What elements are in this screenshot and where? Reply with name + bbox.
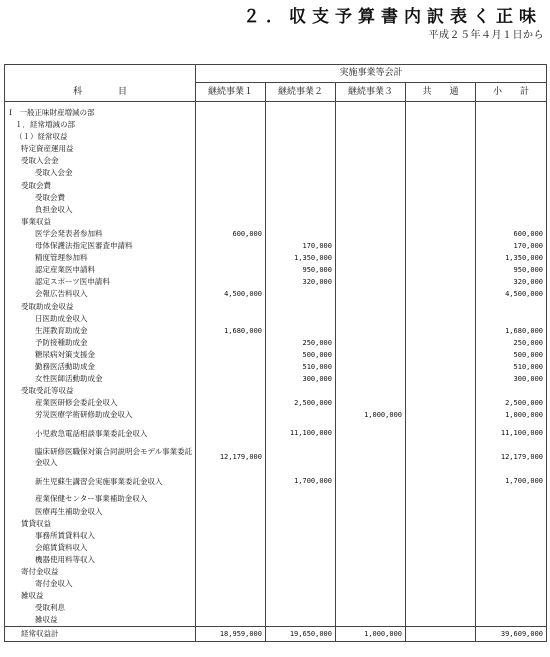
row-value: 950,000 <box>476 264 547 276</box>
row-label: 受取会費 <box>5 192 196 204</box>
row-value: 1,350,000 <box>476 252 547 264</box>
document-title: ２．収支予算書内訳表く正味 <box>243 7 542 27</box>
row-label: 予防接種助成金 <box>5 337 196 349</box>
row-value: 600,000 <box>196 228 266 240</box>
row-label: 寄付金収益 <box>5 566 196 578</box>
total-value: 39,609,000 <box>476 627 547 642</box>
row-value: 950,000 <box>266 264 336 276</box>
subject-header-blank <box>5 65 196 83</box>
row-value <box>336 276 406 288</box>
row-label: 会報広告料収入 <box>5 288 196 300</box>
row-value <box>196 554 266 566</box>
row-value <box>196 143 266 155</box>
row-value <box>476 192 547 204</box>
row-value <box>406 542 476 554</box>
row-label: 精度管理参加料 <box>5 252 196 264</box>
row-value <box>406 107 476 119</box>
row-value <box>196 614 266 627</box>
row-value <box>266 301 336 313</box>
row-value <box>336 602 406 614</box>
row-value: 11,100,000 <box>476 421 547 445</box>
row-value: 12,179,000 <box>476 445 547 469</box>
row-value <box>406 421 476 445</box>
row-value <box>336 216 406 228</box>
column-header: 継続事業１ <box>196 83 266 102</box>
row-value: 2,500,000 <box>266 397 336 409</box>
row-value <box>266 409 336 421</box>
row-value <box>336 192 406 204</box>
row-label: 臨床研修医職保対策合同説明会モデル事業委託金収入 <box>5 445 196 469</box>
row-label: 負担金収入 <box>5 204 196 216</box>
row-value <box>406 493 476 505</box>
row-value <box>476 506 547 518</box>
table-row <box>5 228 547 240</box>
table-row <box>5 216 547 228</box>
table-row <box>5 469 547 493</box>
row-label: 受取会費 <box>5 180 196 192</box>
row-value <box>336 397 406 409</box>
row-value: 510,000 <box>476 361 547 373</box>
row-value <box>196 240 266 252</box>
table-row <box>5 361 547 373</box>
row-value <box>266 143 336 155</box>
row-value <box>476 119 547 131</box>
table-row <box>5 276 547 288</box>
row-value: 320,000 <box>266 276 336 288</box>
row-value <box>336 493 406 505</box>
row-value: 1,000,000 <box>336 409 406 421</box>
row-value <box>336 119 406 131</box>
row-value <box>336 204 406 216</box>
table-row <box>5 155 547 167</box>
row-value <box>406 445 476 469</box>
row-value <box>196 180 266 192</box>
row-label: 寄付金収入 <box>5 578 196 590</box>
row-value <box>406 228 476 240</box>
row-label: 小児救急電話相談事業委託金収入 <box>5 421 196 445</box>
row-value <box>196 469 266 493</box>
row-value <box>266 313 336 325</box>
row-value: 1,000,000 <box>476 409 547 421</box>
row-value <box>196 276 266 288</box>
row-value: 1,350,000 <box>266 252 336 264</box>
row-value <box>336 421 406 445</box>
row-value: 1,700,000 <box>266 469 336 493</box>
table-row <box>5 506 547 518</box>
row-value <box>406 252 476 264</box>
row-label: 認定スポーツ医申請料 <box>5 276 196 288</box>
row-value <box>406 385 476 397</box>
row-value <box>196 252 266 264</box>
row-value <box>196 385 266 397</box>
row-value <box>406 373 476 385</box>
row-value <box>476 554 547 566</box>
table-body <box>5 102 547 642</box>
row-value <box>476 216 547 228</box>
row-value <box>336 252 406 264</box>
row-value: 170,000 <box>266 240 336 252</box>
row-value <box>266 167 336 179</box>
row-value: 500,000 <box>266 349 336 361</box>
row-value <box>406 518 476 530</box>
table-row <box>5 192 547 204</box>
row-value <box>476 204 547 216</box>
group-header: 実施事業等会計 <box>196 65 547 83</box>
budget-breakdown-table <box>4 64 547 642</box>
total-value: 1,000,000 <box>336 627 406 642</box>
row-label: 会館賃貸料収入 <box>5 542 196 554</box>
row-value <box>196 301 266 313</box>
row-value <box>266 216 336 228</box>
row-value: 2,500,000 <box>476 397 547 409</box>
table-row <box>5 107 547 119</box>
row-value <box>266 566 336 578</box>
row-value <box>196 518 266 530</box>
row-value <box>406 614 476 627</box>
row-value <box>336 530 406 542</box>
row-value <box>336 131 406 143</box>
subject-header: 科 目 <box>5 83 196 102</box>
column-header: 小 計 <box>476 83 547 102</box>
table-row <box>5 445 547 469</box>
row-label: 受取入会金 <box>5 167 196 179</box>
row-label: 事業収益 <box>5 216 196 228</box>
row-value <box>266 131 336 143</box>
row-value <box>196 506 266 518</box>
row-value <box>266 614 336 627</box>
row-value <box>266 288 336 300</box>
row-label: 糖尿病対策支援金 <box>5 349 196 361</box>
row-value <box>406 216 476 228</box>
table-row <box>5 493 547 505</box>
row-value <box>266 590 336 602</box>
row-value <box>266 493 336 505</box>
row-value <box>336 143 406 155</box>
row-value <box>476 155 547 167</box>
row-value <box>406 276 476 288</box>
row-label: 受取受託等収益 <box>5 385 196 397</box>
row-value <box>476 518 547 530</box>
table-row <box>5 542 547 554</box>
row-value <box>336 325 406 337</box>
row-value: 300,000 <box>476 373 547 385</box>
row-value: 250,000 <box>476 337 547 349</box>
table-row <box>5 421 547 445</box>
row-value <box>336 228 406 240</box>
table-row <box>5 385 547 397</box>
row-value <box>266 192 336 204</box>
row-value <box>266 385 336 397</box>
row-value <box>406 288 476 300</box>
row-value <box>266 506 336 518</box>
row-value <box>406 337 476 349</box>
table-row <box>5 143 547 155</box>
row-value <box>476 301 547 313</box>
row-value <box>336 349 406 361</box>
total-label: 経常収益計 <box>5 627 196 642</box>
column-header: 継続事業２ <box>266 83 336 102</box>
row-value <box>196 578 266 590</box>
row-value: 12,179,000 <box>196 445 266 469</box>
table-row <box>5 554 547 566</box>
table-row <box>5 530 547 542</box>
table-row <box>5 240 547 252</box>
table-row <box>5 313 547 325</box>
row-label: 特定資産運用益 <box>5 143 196 155</box>
row-value <box>476 143 547 155</box>
table-row <box>5 590 547 602</box>
row-value <box>476 602 547 614</box>
row-value: 510,000 <box>266 361 336 373</box>
row-value <box>336 506 406 518</box>
row-value <box>196 264 266 276</box>
row-value: 4,500,000 <box>196 288 266 300</box>
row-value <box>336 518 406 530</box>
period-subtitle: 平成２５年４月１日から <box>428 30 544 41</box>
row-label: 受取入会金 <box>5 155 196 167</box>
row-value <box>336 155 406 167</box>
row-label: 医学会発表者参加料 <box>5 228 196 240</box>
row-label: 機器使用料等収入 <box>5 554 196 566</box>
row-value <box>196 530 266 542</box>
row-value: 320,000 <box>476 276 547 288</box>
row-label: Ⅰ 一般正味財産増減の部 <box>5 107 196 119</box>
table-row <box>5 397 547 409</box>
row-value <box>476 578 547 590</box>
row-label: 生涯教育助成金 <box>5 325 196 337</box>
table-row <box>5 167 547 179</box>
row-value: 250,000 <box>266 337 336 349</box>
row-value <box>266 518 336 530</box>
table-row <box>5 602 547 614</box>
row-value <box>336 288 406 300</box>
row-value <box>336 542 406 554</box>
row-value <box>196 313 266 325</box>
row-label: 産業保健センター事業補助金収入 <box>5 493 196 505</box>
row-value <box>266 578 336 590</box>
row-value <box>266 155 336 167</box>
row-label: 医療再生補助金収入 <box>5 506 196 518</box>
row-value <box>266 530 336 542</box>
row-label: 賃貸収益 <box>5 518 196 530</box>
row-value <box>476 493 547 505</box>
table-row <box>5 204 547 216</box>
total-row <box>5 627 547 642</box>
row-value <box>406 602 476 614</box>
table-row <box>5 180 547 192</box>
row-value <box>476 614 547 627</box>
row-value <box>406 361 476 373</box>
row-value <box>336 180 406 192</box>
row-value <box>476 131 547 143</box>
row-value <box>406 143 476 155</box>
table-row <box>5 288 547 300</box>
row-value <box>336 385 406 397</box>
table-row <box>5 119 547 131</box>
row-value <box>336 167 406 179</box>
row-value <box>266 445 336 469</box>
row-value <box>336 313 406 325</box>
row-value <box>196 204 266 216</box>
row-value: 11,100,000 <box>266 421 336 445</box>
row-value <box>406 155 476 167</box>
row-value: 1,700,000 <box>476 469 547 493</box>
row-value <box>266 119 336 131</box>
row-label: 母体保護法指定医審査申請料 <box>5 240 196 252</box>
row-label: 雑収益 <box>5 614 196 627</box>
row-label: 受取利息 <box>5 602 196 614</box>
row-value <box>476 107 547 119</box>
row-value <box>266 228 336 240</box>
row-value: 1,680,000 <box>476 325 547 337</box>
row-value <box>406 578 476 590</box>
row-value <box>336 590 406 602</box>
row-value <box>406 469 476 493</box>
row-value: 1,680,000 <box>196 325 266 337</box>
table-row <box>5 264 547 276</box>
row-value <box>406 409 476 421</box>
row-label: 受取助成金収益 <box>5 301 196 313</box>
row-value <box>406 313 476 325</box>
row-value <box>406 240 476 252</box>
row-value <box>336 361 406 373</box>
row-value <box>406 349 476 361</box>
row-label: 事務所賃貸料収入 <box>5 530 196 542</box>
row-value <box>266 325 336 337</box>
row-value <box>196 373 266 385</box>
row-value <box>476 385 547 397</box>
row-label: 認定産業医申請料 <box>5 264 196 276</box>
row-label: 勤務医活動助成金 <box>5 361 196 373</box>
column-header: 共 通 <box>406 83 476 102</box>
row-value <box>336 614 406 627</box>
column-header: 継続事業３ <box>336 83 406 102</box>
row-value <box>476 530 547 542</box>
row-value <box>406 506 476 518</box>
total-value: 18,959,000 <box>196 627 266 642</box>
row-value <box>336 240 406 252</box>
row-value <box>266 107 336 119</box>
row-value: 4,500,000 <box>476 288 547 300</box>
row-value <box>336 301 406 313</box>
table-row <box>5 409 547 421</box>
row-value <box>476 590 547 602</box>
row-value <box>336 445 406 469</box>
row-value <box>476 167 547 179</box>
table-row <box>5 614 547 627</box>
row-value <box>406 590 476 602</box>
row-value <box>196 167 266 179</box>
total-value <box>406 627 476 642</box>
row-value <box>196 566 266 578</box>
table-row <box>5 349 547 361</box>
row-label: 新生児蘇生講習会実施事業委託金収入 <box>5 469 196 493</box>
table-row <box>5 578 547 590</box>
table-row <box>5 566 547 578</box>
table-row <box>5 301 547 313</box>
row-value <box>406 119 476 131</box>
table-row <box>5 337 547 349</box>
row-value <box>196 349 266 361</box>
row-value <box>196 421 266 445</box>
row-value <box>196 107 266 119</box>
row-value <box>406 167 476 179</box>
table-row <box>5 325 547 337</box>
row-value <box>196 337 266 349</box>
table-row <box>5 131 547 143</box>
row-value <box>406 554 476 566</box>
row-value <box>336 264 406 276</box>
row-value <box>196 409 266 421</box>
row-value <box>196 119 266 131</box>
row-value <box>336 566 406 578</box>
row-label: （１）経常収益 <box>5 131 196 143</box>
row-value <box>266 602 336 614</box>
row-label: 産業医研修会委託金収入 <box>5 397 196 409</box>
row-value: 300,000 <box>266 373 336 385</box>
row-value <box>196 397 266 409</box>
table-row <box>5 373 547 385</box>
row-value <box>336 107 406 119</box>
row-value <box>196 361 266 373</box>
row-value <box>336 554 406 566</box>
row-value <box>406 301 476 313</box>
table-row <box>5 252 547 264</box>
row-value <box>476 542 547 554</box>
total-value: 19,650,000 <box>266 627 336 642</box>
row-value <box>476 180 547 192</box>
row-value: 600,000 <box>476 228 547 240</box>
row-value <box>336 578 406 590</box>
row-value <box>196 192 266 204</box>
row-value <box>336 373 406 385</box>
row-value <box>196 216 266 228</box>
row-value <box>196 602 266 614</box>
row-value <box>476 566 547 578</box>
row-value <box>406 325 476 337</box>
row-value <box>336 337 406 349</box>
row-value <box>266 204 336 216</box>
row-value <box>406 397 476 409</box>
row-value <box>406 530 476 542</box>
row-value <box>196 542 266 554</box>
row-value <box>406 204 476 216</box>
row-value <box>196 131 266 143</box>
row-value <box>406 192 476 204</box>
row-label: １．経常増減の部 <box>5 119 196 131</box>
row-value: 500,000 <box>476 349 547 361</box>
row-value <box>196 493 266 505</box>
row-value <box>406 566 476 578</box>
row-label: 日医助成金収入 <box>5 313 196 325</box>
row-value <box>266 554 336 566</box>
row-value <box>406 131 476 143</box>
row-label: 女性医師活動助成金 <box>5 373 196 385</box>
row-value <box>266 542 336 554</box>
row-value <box>336 469 406 493</box>
row-value <box>476 313 547 325</box>
row-value <box>406 264 476 276</box>
row-value <box>406 180 476 192</box>
row-value <box>266 180 336 192</box>
table-row <box>5 518 547 530</box>
row-value <box>196 590 266 602</box>
row-value <box>196 155 266 167</box>
row-label: 労災医療学術研修助成金収入 <box>5 409 196 421</box>
row-value: 170,000 <box>476 240 547 252</box>
row-label: 雑収益 <box>5 590 196 602</box>
